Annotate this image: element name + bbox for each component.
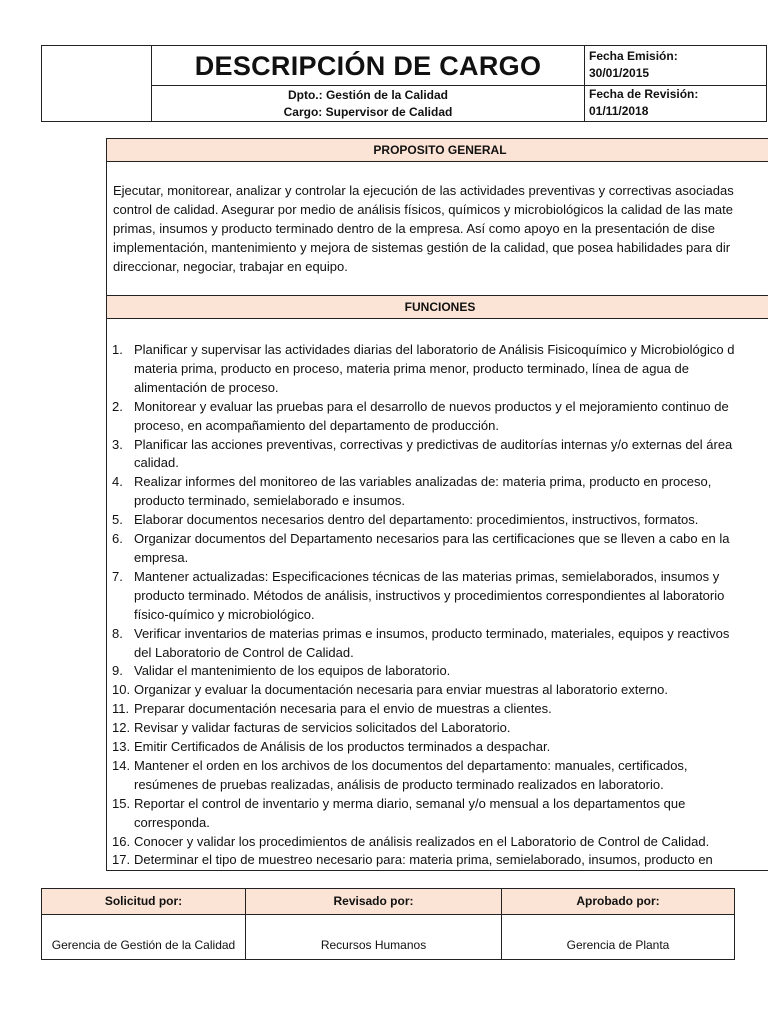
function-number: 4. xyxy=(112,474,123,490)
purpose-line: implementación, mantenimiento y mejora de sistemas gestión de la calidad, que posea habilidades para dir xyxy=(113,240,731,255)
reviewed-by-label: Revisado por: xyxy=(333,894,414,908)
function-line: corresponda. xyxy=(134,814,210,830)
header-logo-cell xyxy=(41,45,152,122)
function-line: Determinar el tipo de muestreo necesario para: materia prima, semielaborado, insumos, producto en xyxy=(134,852,713,868)
function-item xyxy=(107,662,768,681)
purpose-heading xyxy=(106,138,768,162)
function-line: empresa. xyxy=(134,549,189,565)
purpose-box xyxy=(106,161,768,296)
function-number: 3. xyxy=(112,436,123,452)
approved-by-value: Gerencia de Planta xyxy=(566,938,670,952)
approved-by-value-cell xyxy=(501,914,735,960)
function-item xyxy=(107,681,768,700)
function-number: 2. xyxy=(112,398,123,414)
function-item xyxy=(107,700,768,719)
function-number: 15. xyxy=(112,795,131,811)
function-item xyxy=(107,625,768,663)
purpose-text xyxy=(113,181,734,276)
function-line: materia prima, producto en proceso, materia prima menor, producto terminado, línea de agua de xyxy=(134,360,689,376)
functions-box xyxy=(106,318,768,871)
purpose-line: Ejecutar, monitorear, analizar y controlar la ejecución de las actividades preventivas y correctivas asociadas xyxy=(113,183,734,198)
function-item xyxy=(107,757,768,795)
purpose-line: primas, insumos y producto terminado dentro de la empresa. Así como apoyo en la presentación de dise xyxy=(113,221,715,236)
function-number: 9. xyxy=(112,663,123,679)
function-item xyxy=(107,511,768,530)
approved-by-label: Aprobado por: xyxy=(576,894,660,908)
approved-by-label-cell xyxy=(501,888,735,915)
function-line: producto terminado, semielaborado e insumos. xyxy=(134,493,405,509)
function-line: proceso, en acompañamiento del departamento de producción. xyxy=(134,417,499,433)
function-line: Elaborar documentos necesarios dentro del departamento: procedimientos, instructivos, formatos. xyxy=(134,512,699,528)
function-number: 17. xyxy=(112,852,131,868)
requested-by-label-cell xyxy=(41,888,246,915)
function-line: Preparar documentación necesaria para el envio de muestras a clientes. xyxy=(134,701,552,717)
function-line: resúmenes de pruebas realizadas, análisis de producto terminado realizados en laboratorio. xyxy=(134,776,664,792)
function-item xyxy=(107,341,768,398)
function-number: 1. xyxy=(112,342,123,357)
function-item xyxy=(107,738,768,757)
page-title: DESCRIPCIÓN DE CARGO xyxy=(194,51,542,81)
function-number: 14. xyxy=(112,757,131,773)
function-line: Conocer y validar los procedimientos de análisis realizados en el Laboratorio de Control de Calidad. xyxy=(134,833,710,849)
function-number: 6. xyxy=(112,531,123,547)
function-item xyxy=(107,833,768,852)
header-dept-cell xyxy=(151,85,585,122)
issue-date-cell xyxy=(584,45,767,86)
issue-date-label: Fecha Emisión: xyxy=(589,49,678,63)
functions-heading-text: FUNCIONES xyxy=(404,300,476,314)
function-line: Planificar las acciones preventivas, correctivas y predictivas de auditorías internas y/o externas del área xyxy=(134,436,733,452)
function-line: Reportar el control de inventario y merma diario, semanal y/o mensual a los departamentos que xyxy=(134,795,686,811)
function-item xyxy=(107,436,768,474)
function-item xyxy=(107,851,768,870)
function-line: Verificar inventarios de materias primas e insumos, producto terminado, materiales, equipos y reactivos xyxy=(134,625,730,641)
requested-by-value: Gerencia de Gestión de la Calidad xyxy=(51,938,236,952)
requested-by-label: Solicitud por: xyxy=(104,894,183,908)
function-number: 12. xyxy=(112,720,131,736)
functions-list xyxy=(107,341,768,870)
function-number: 11. xyxy=(112,701,130,717)
issue-date-value: 30/01/2015 xyxy=(589,66,650,80)
reviewed-by-value: Recursos Humanos xyxy=(320,938,427,952)
purpose-line: control de calidad. Asegurar por medio de análisis físicos, químicos y microbiológicos la calidad de las mate xyxy=(113,202,733,217)
function-number: 7. xyxy=(112,568,123,584)
function-item xyxy=(107,530,768,568)
position-label: Cargo: Supervisor de Calidad xyxy=(283,105,453,119)
function-line: Planificar y supervisar las actividades diarias del laboratorio de Análisis Fisicoquímico y Microbiológico d xyxy=(134,342,735,357)
function-item xyxy=(107,568,768,625)
header-title-cell xyxy=(151,45,585,86)
function-number: 13. xyxy=(112,739,131,755)
reviewed-by-label-cell xyxy=(245,888,502,915)
functions-heading xyxy=(106,295,768,319)
function-item xyxy=(107,719,768,738)
purpose-line: direccionar, negociar, trabajar en equipo. xyxy=(113,259,348,274)
revision-date-value: 01/11/2018 xyxy=(589,104,649,118)
function-line: Mantener el orden en los archivos de los documentos del departamento: manuales, certificados, xyxy=(134,757,688,773)
function-line: Realizar informes del monitoreo de las variables analizadas de: materia prima, producto en proceso, xyxy=(134,474,712,490)
function-line: Emitir Certificados de Análisis de los productos terminados a despachar. xyxy=(134,739,551,755)
dept-label: Dpto.: Gestión de la Calidad xyxy=(287,88,448,102)
function-line: calidad. xyxy=(134,455,179,471)
revision-date-label: Fecha de Revisión: xyxy=(589,87,699,101)
function-line: Monitorear y evaluar las pruebas para el desarrollo de nuevos productos y el mejoramiento continuo de xyxy=(134,398,729,414)
function-number: 16. xyxy=(112,833,131,849)
requested-by-value-cell xyxy=(41,914,246,960)
function-line: físico-químico y microbiológico. xyxy=(134,606,315,622)
function-number: 10. xyxy=(112,682,131,698)
function-line: Organizar y evaluar la documentación necesaria para enviar muestras al laboratorio externo. xyxy=(134,682,669,698)
function-item xyxy=(107,398,768,436)
reviewed-by-value-cell xyxy=(245,914,502,960)
function-line: Organizar documentos del Departamento necesarios para las certificaciones que se lleven a cabo en la xyxy=(134,531,730,547)
function-line: Revisar y validar facturas de servicios solicitados del Laboratorio. xyxy=(134,720,511,736)
revision-date-cell xyxy=(584,85,767,122)
function-number: 5. xyxy=(112,512,123,528)
purpose-heading-text: PROPOSITO GENERAL xyxy=(373,143,507,157)
function-line: Mantener actualizadas: Especificaciones técnicas de las materias primas, semielaborados, insumos y xyxy=(134,568,720,584)
function-number: 8. xyxy=(112,625,123,641)
function-line: alimentación de proceso. xyxy=(134,379,279,395)
function-line: del Laboratorio de Control de Calidad. xyxy=(134,644,354,660)
function-item xyxy=(107,473,768,511)
function-item xyxy=(107,795,768,833)
function-line: producto terminado. Métodos de análisis, instructivos y procedimientos correspondientes al laboratorio xyxy=(134,587,725,603)
function-line: Validar el mantenimiento de los equipos de laboratorio. xyxy=(134,663,451,679)
